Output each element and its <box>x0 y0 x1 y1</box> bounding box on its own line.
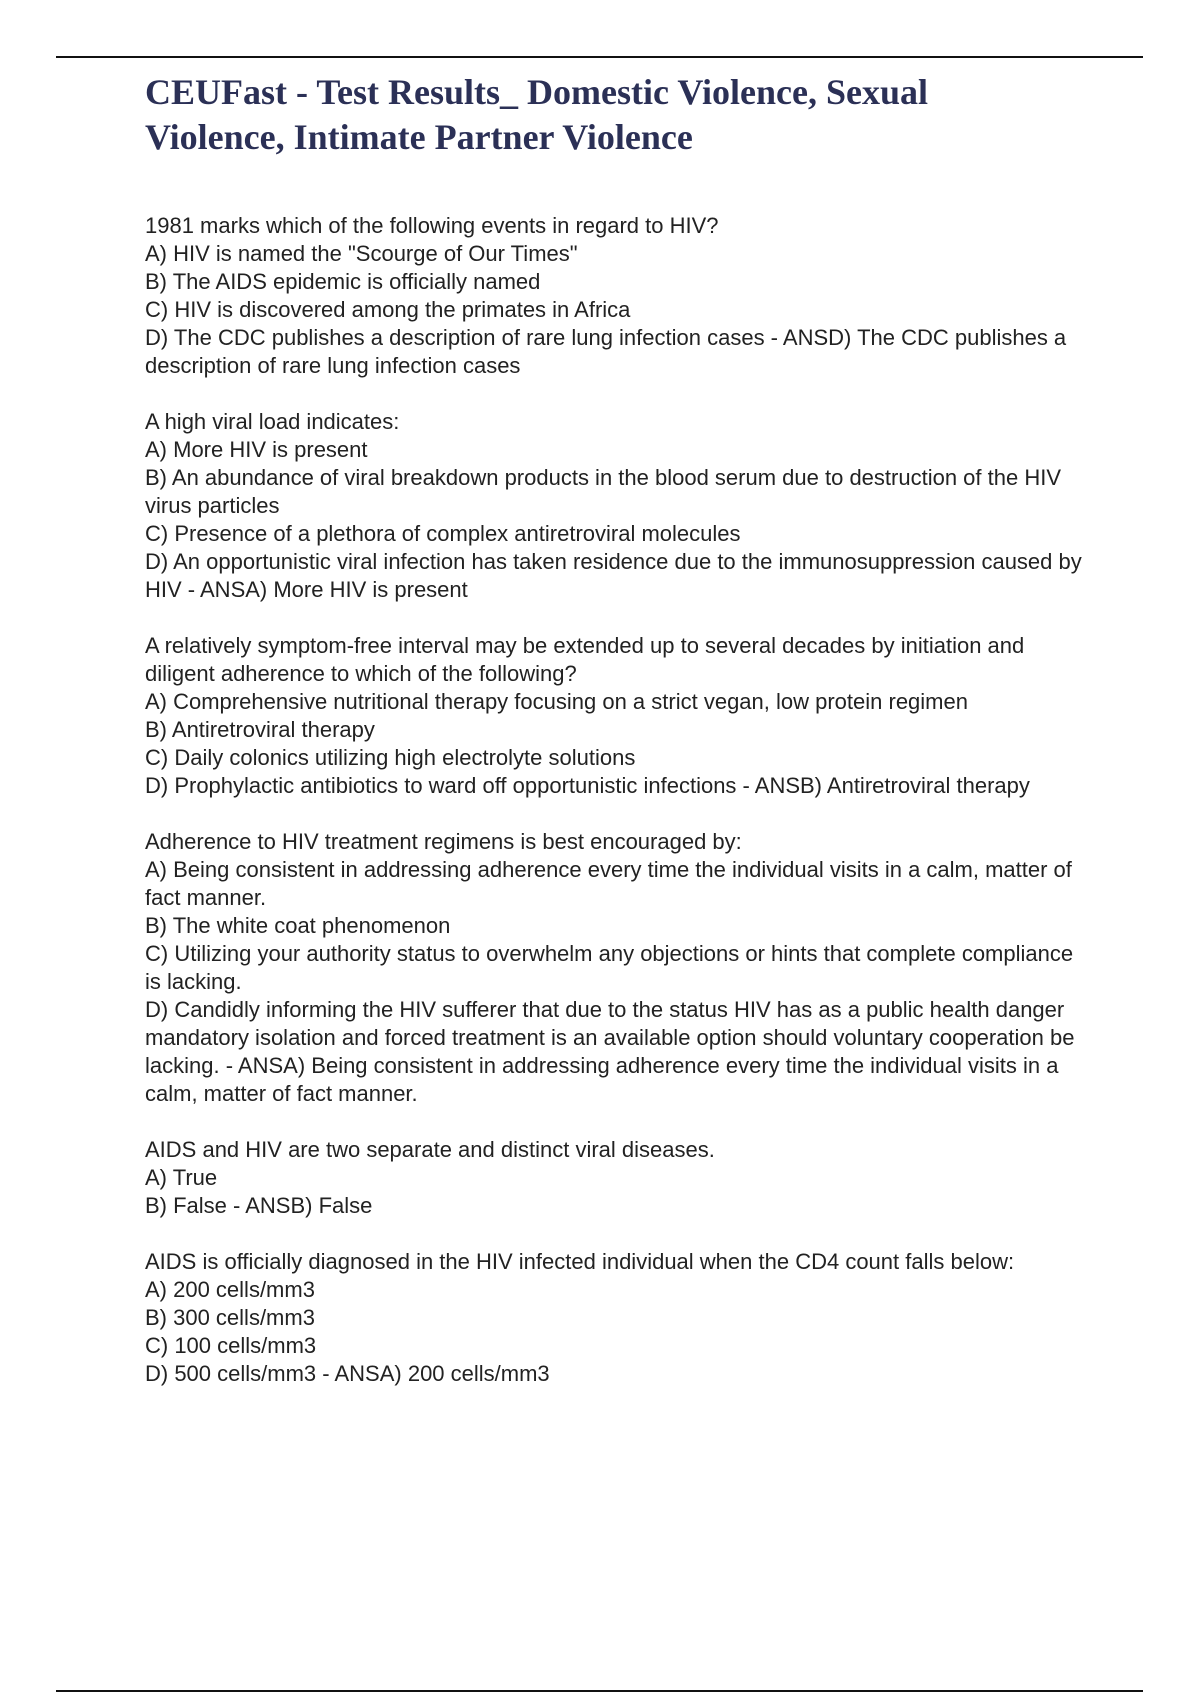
bottom-rule <box>56 1690 1143 1692</box>
answer-option: B) 300 cells/mm3 <box>145 1305 315 1330</box>
page-title-line-2: Violence, Intimate Partner Violence <box>145 117 693 157</box>
question-text: AIDS and HIV are two separate and distinct viral diseases. <box>145 1137 715 1162</box>
answer-option: A) True <box>145 1165 218 1190</box>
answer-option: D) An opportunistic viral infection has taken residence due to the immunosuppression caused by HIV - ANSA) More HIV is present <box>145 549 1082 602</box>
question-block <box>145 212 1090 380</box>
answer-option: D) 500 cells/mm3 - ANSA) 200 cells/mm3 <box>145 1361 550 1386</box>
question-text: Adherence to HIV treatment regimens is best encouraged by: <box>145 829 742 854</box>
answer-option: D) Candidly informing the HIV sufferer that due to the status HIV has as a public health danger mandatory isolation and forced treatment is an available option should voluntary cooperation be lacking. - ANSA) Being consistent in addressing adherence every time the individual visits in a calm, matter of fact manner. <box>145 997 1075 1106</box>
answer-option: A) More HIV is present <box>145 437 368 462</box>
answer-option: B) False - ANSB) False <box>145 1193 373 1218</box>
answer-option: C) Daily colonics utilizing high electrolyte solutions <box>145 745 636 770</box>
answer-option: A) Being consistent in addressing adherence every time the individual visits in a calm, matter of fact manner. <box>145 857 1072 910</box>
question-block <box>145 408 1090 604</box>
question-block <box>145 1248 1090 1388</box>
top-rule <box>56 56 1143 58</box>
answer-option: B) Antiretroviral therapy <box>145 717 375 742</box>
question-list <box>145 212 1090 1416</box>
answer-option: B) The white coat phenomenon <box>145 913 451 938</box>
question-block <box>145 828 1090 1108</box>
answer-option: C) Utilizing your authority status to overwhelm any objections or hints that complete compliance is lacking. <box>145 941 1074 994</box>
question-block <box>145 632 1090 800</box>
question-text: AIDS is officially diagnosed in the HIV infected individual when the CD4 count falls below: <box>145 1249 1015 1274</box>
question-text: 1981 marks which of the following events in regard to HIV? <box>145 213 719 238</box>
answer-option: B) An abundance of viral breakdown products in the blood serum due to destruction of the HIV virus particles <box>145 465 1061 518</box>
answer-option: C) 100 cells/mm3 <box>145 1333 317 1358</box>
question-text: A high viral load indicates: <box>145 409 400 434</box>
answer-option: D) The CDC publishes a description of rare lung infection cases - ANSD) The CDC publishes a description of rare lung infection cases <box>145 325 1067 378</box>
page-title <box>145 70 1105 160</box>
page-title-line-1: CEUFast - Test Results_ Domestic Violence, Sexual <box>145 72 928 112</box>
answer-option: C) HIV is discovered among the primates in Africa <box>145 297 631 322</box>
answer-option: D) Prophylactic antibiotics to ward off opportunistic infections - ANSB) Antiretroviral therapy <box>145 773 1030 798</box>
answer-option: A) Comprehensive nutritional therapy focusing on a strict vegan, low protein regimen <box>145 689 968 714</box>
question-text: A relatively symptom-free interval may be extended up to several decades by initiation and diligent adherence to which of the following? <box>145 633 1025 686</box>
question-block <box>145 1136 1090 1220</box>
answer-option: A) 200 cells/mm3 <box>145 1277 315 1302</box>
answer-option: C) Presence of a plethora of complex antiretroviral molecules <box>145 521 741 546</box>
answer-option: B) The AIDS epidemic is officially named <box>145 269 541 294</box>
answer-option: A) HIV is named the "Scourge of Our Times" <box>145 241 578 266</box>
